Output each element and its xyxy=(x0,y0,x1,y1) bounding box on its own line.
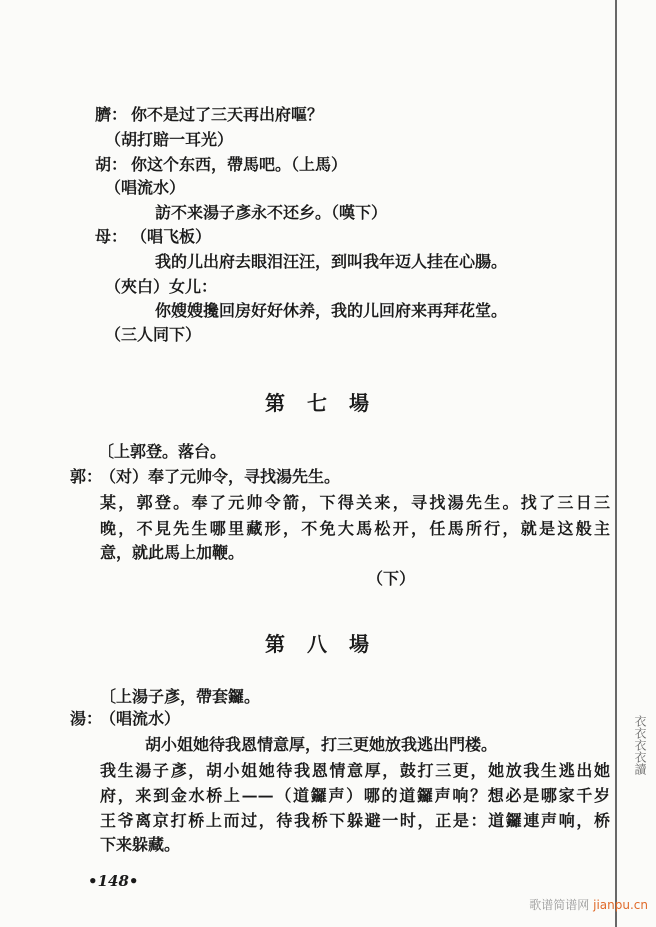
dialogue-line: 意，就此馬上加鞭。 xyxy=(100,543,245,562)
margin-text: 衣衣衣衣讀 xyxy=(633,715,647,775)
scene-title: 第七場 xyxy=(265,391,391,415)
lyric-line: 我的儿出府去眼泪汪汪，到叫我年迈人挂在心腸。 xyxy=(155,252,508,271)
watermark-cn: 歌谱简谱网 xyxy=(529,898,590,912)
dialogue-line: 王爷离京打桥上而过，待我桥下躲避一时，正是：道鑼連声响，桥 xyxy=(100,811,610,830)
stage-direction: （唱飞板） xyxy=(131,227,212,246)
dialogue-line: 我生湯子彥，胡小姐她待我恩情意厚，鼓打三更，她放我生逃出她 xyxy=(100,761,610,780)
dialogue-line: （对）奉了元帅令，寻找湯先生。 xyxy=(100,467,341,486)
stage-direction: （下） xyxy=(367,569,416,588)
binding-edge-line xyxy=(615,0,617,927)
speaker: 湯： xyxy=(70,709,103,728)
speaker: 母： xyxy=(95,227,128,246)
dialogue-line: 府，来到金水桥上——（道鑼声）哪的道鑼声响？想必是哪家千岁 xyxy=(100,786,610,805)
lyric-line: 訪不来湯子彥永不还乡。（嘆下） xyxy=(155,203,388,222)
speaker: 胡： xyxy=(95,155,128,174)
stage-direction: （胡打賠一耳光） xyxy=(105,130,234,149)
stage-direction: （三人同下） xyxy=(105,325,202,344)
watermark xyxy=(529,896,648,913)
dialogue-line: 你不是过了三天再出府嘔？ xyxy=(131,105,324,124)
lyric-line: 你嫂嫂攙回房好好休养，我的儿回府来再拜花堂。 xyxy=(155,301,508,320)
stage-direction: （唱流水） xyxy=(105,178,186,197)
speaker: 臍： xyxy=(95,105,128,124)
scene-title: 第八場 xyxy=(265,632,391,656)
dialogue-line: 晚，不見先生哪里藏形，不免大馬松开，任馬所行，就是这般主 xyxy=(100,519,610,538)
speaker: 郭： xyxy=(70,467,103,486)
lyric-line: 胡小姐她待我恩情意厚，打三更她放我逃出門楼。 xyxy=(145,735,498,754)
stage-direction: 〔上郭登。落台。 xyxy=(98,442,227,461)
stage-direction: 〔上湯子彥，帶套鑼。 xyxy=(100,687,261,706)
stage-direction: （唱流水） xyxy=(100,709,181,728)
dialogue-line: （夾白）女儿： xyxy=(105,277,218,296)
dialogue-line: 下来躲藏。 xyxy=(100,835,181,854)
dialogue-line: 某，郭登。奉了元帅令箭，下得关来，寻找湯先生。找了三日三 xyxy=(100,493,610,512)
watermark-en: jianpu.cn xyxy=(593,898,648,912)
page-number: •148• xyxy=(88,872,139,890)
dialogue-line: 你这个东西，帶馬吧。（上馬） xyxy=(131,155,348,174)
